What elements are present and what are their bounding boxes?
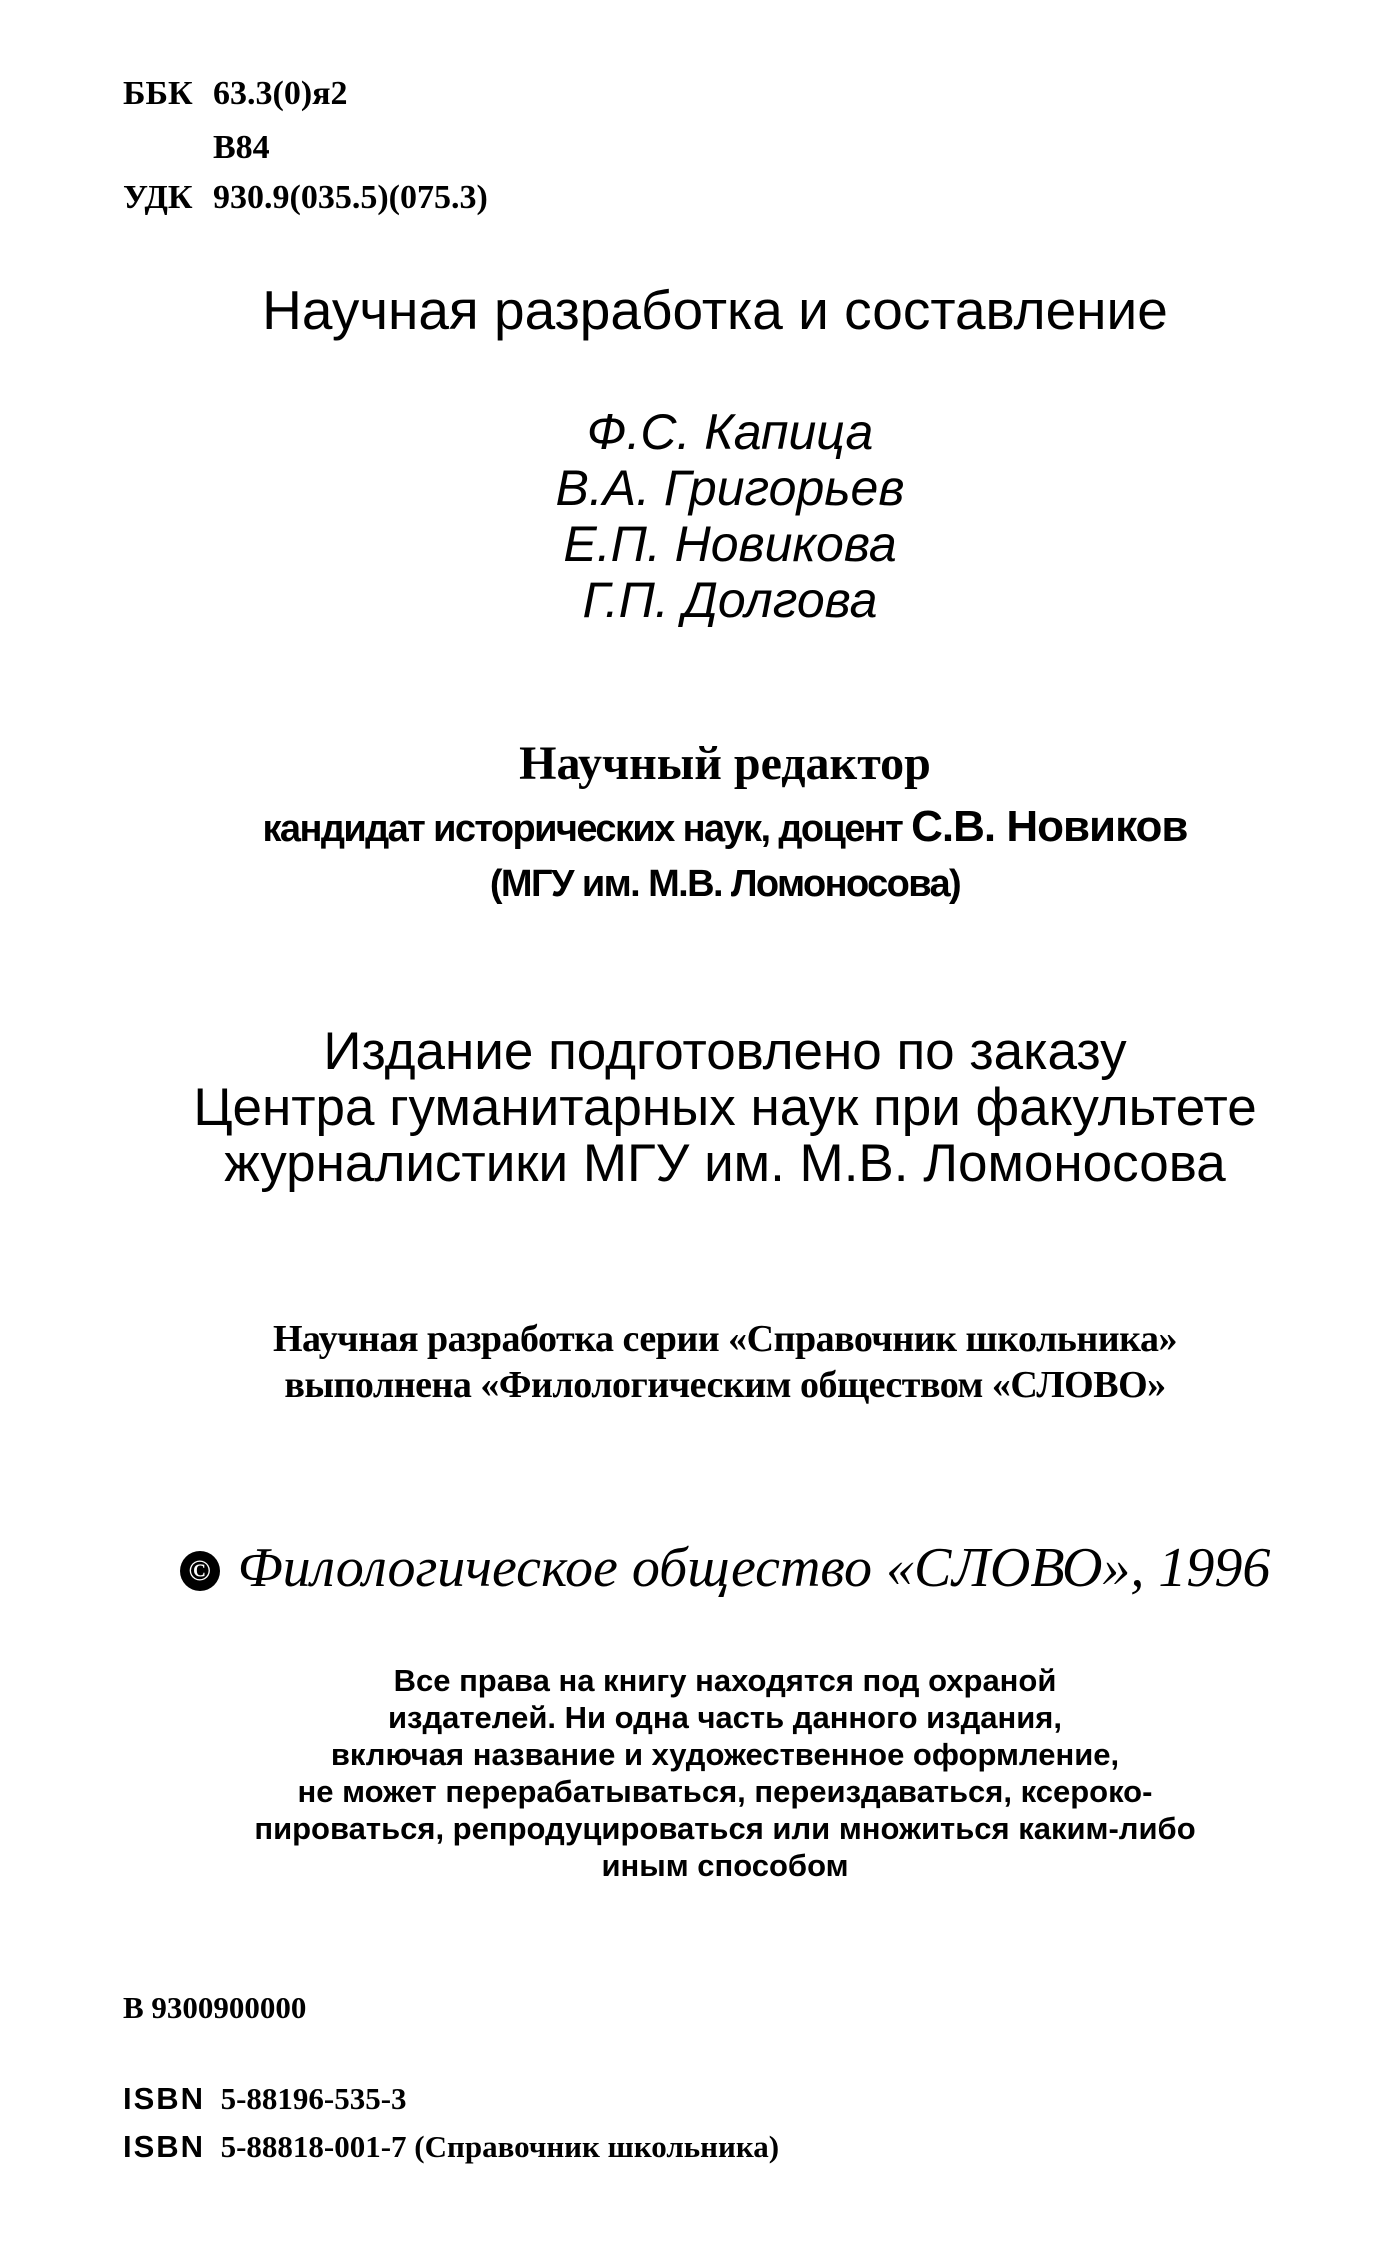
rights-line: издателей. Ни одна часть данного издания, [387, 1700, 1062, 1735]
editor-name: С.В. Новиков [911, 802, 1188, 851]
development-heading: Научная разработка и составление [262, 279, 1168, 341]
author-mark: В84 [213, 129, 270, 166]
isbn-label: ISBN [123, 2081, 206, 2116]
isbn-label: ISBN [123, 2129, 206, 2164]
isbn-value: 5-88818-001-7 (Справочник школьника) [220, 2129, 780, 2164]
rights-line: Все права на книгу находятся под охраной [393, 1663, 1057, 1698]
isbn-block [123, 2075, 779, 2171]
author-list [480, 404, 980, 628]
udk-label: УДК [123, 179, 193, 216]
editor-credentials [0, 803, 1400, 853]
rights-notice [0, 1662, 1400, 1884]
series-code: В 9300900000 [123, 1990, 307, 2025]
order-line: Издание подготовлено по заказу [323, 1022, 1127, 1081]
editor-title: Научный редактор [519, 737, 931, 790]
bbk-label: ББК [123, 75, 193, 112]
udk-line [123, 178, 488, 218]
bbk-line [123, 74, 348, 114]
copyright-icon: © [180, 1551, 220, 1591]
editor-affiliation: (МГУ им. М.В. Ломоносова) [489, 863, 961, 905]
author-item: Г.П. Долгова [582, 572, 878, 628]
bbk-value: 63.3(0)я2 [213, 75, 348, 112]
isbn-line [123, 2123, 779, 2171]
copyright-line [0, 1536, 1400, 1600]
rights-line: пироваться, репродуцироваться или множиться каким-либо [254, 1811, 1196, 1846]
rights-line: иным способом [601, 1848, 849, 1883]
isbn-line [123, 2075, 779, 2123]
rights-line: не может перерабатываться, переиздаваться, ксероко- [297, 1774, 1153, 1809]
copyright-text: Филологическое общество «СЛОВО», 1996 [237, 1537, 1271, 1599]
author-item: Ф.С. Капица [586, 404, 874, 460]
series-line: Научная разработка серии «Справочник школьника» [272, 1318, 1177, 1360]
order-line: Центра гуманитарных наук при факультете [193, 1078, 1257, 1137]
udk-value: 930.9(035.5)(075.3) [213, 179, 488, 216]
editor-position: кандидат исторических наук, доцент [262, 808, 903, 850]
order-line: журналистики МГУ им. М.В. Ломоносова [224, 1134, 1226, 1193]
author-item: Е.П. Новикова [563, 516, 897, 572]
order-statement [0, 1024, 1400, 1192]
series-line: выполнена «Филологическим обществом «СЛОВО» [284, 1364, 1166, 1406]
rights-line: включая название и художественное оформление, [330, 1737, 1120, 1772]
isbn-value: 5-88196-535-3 [220, 2081, 407, 2116]
author-item: В.А. Григорьев [555, 460, 905, 516]
series-statement [0, 1316, 1400, 1408]
